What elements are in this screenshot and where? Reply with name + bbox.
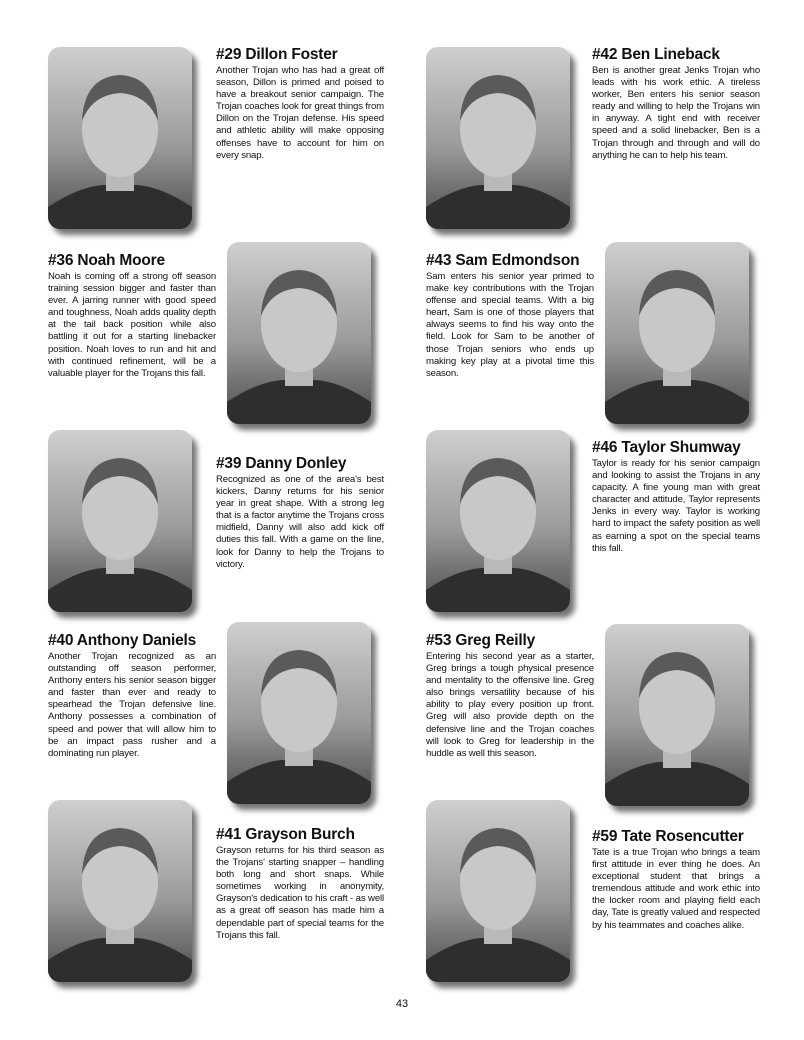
- portrait-silhouette: [227, 622, 371, 804]
- portrait-silhouette: [227, 242, 371, 424]
- player-bio-danny-donley: [216, 455, 384, 571]
- portrait-silhouette: [48, 47, 192, 229]
- portrait-silhouette: [426, 800, 570, 982]
- player-photo-noah-moore: [227, 242, 371, 424]
- player-photo-tate-rosencutter: [426, 800, 570, 982]
- player-photo-dillon-foster: [48, 47, 192, 229]
- page-number: 43: [395, 998, 409, 1010]
- player-bio-anthony-daniels: [48, 632, 216, 760]
- player-photo-anthony-daniels: [227, 622, 371, 804]
- player-heading: #40 Anthony Daniels: [48, 632, 197, 649]
- portrait-silhouette: [426, 430, 570, 612]
- player-text: Grayson returns for his third season as the Trojans' starting snapper – handling both long and short snaps. While sometimes working in anonymity, Grayson's dedication to his craft - as well as a great off season has made him a dependable part of special teams for the Trojans this fall.: [216, 845, 384, 941]
- player-heading: #36 Noah Moore: [48, 252, 165, 269]
- player-text: Tate is a true Trojan who brings a team first attitude in ever thing he does. An exceptional student that brings a tremendous attitude and work ethic into the locker room and playing field each day, Tate is greatly valued and respected by his teammates and coaches alike.: [592, 847, 760, 931]
- player-text: Recognized as one of the area's best kickers, Danny returns for his senior year in great shape. With a strong leg that is a factor anytime the Trojans cross midfield, Danny will also add kick off duties this fall. With a game on the line, look for Danny to help the Trojans to victory.: [216, 474, 384, 570]
- portrait-silhouette: [48, 430, 192, 612]
- player-photo-ben-lineback: [426, 47, 570, 229]
- portrait-silhouette: [605, 242, 749, 424]
- player-heading: #41 Grayson Burch: [216, 826, 355, 843]
- player-text: Ben is another great Jenks Trojan who leads with his work ethic. A tireless worker, Ben enters his senior season ready and willing to help the Trojans win in anyway. A tight end with receiver speed and a solid linebacker, Ben is a Trojan through and through and will do anything he can to help his team.: [592, 65, 760, 161]
- portrait-silhouette: [426, 47, 570, 229]
- player-photo-taylor-shumway: [426, 430, 570, 612]
- player-text: Another Trojan who has had a great off season, Dillon is primed and poised to have a breakout senior campaign. The Trojan coaches look for great things from Dillon on the Trojan defense. His speed and athletic ability will make opposing offenses have to account for him on every snap.: [216, 65, 384, 161]
- player-text: Noah is coming off a strong off season training session bigger and faster than ever. A jarring runner with good speed and toughness, Noah adds quality depth at the tail back position while also battling it out for a starting linebacker position. Noah loves to run and hit and with continued refinement, will be a valuable player for the Trojans this fall.: [48, 271, 216, 379]
- player-bio-sam-edmondson: [426, 252, 594, 380]
- player-text: Entering his second year as a starter, Greg brings a tough physical presence and mentality to the offensive line. Greg also brings versatility because of his ability to play every position up front. Greg will also provide depth on the defensive line and the Trojan coaches will look to Greg for leadership in the huddle as well this season.: [426, 651, 594, 759]
- player-heading: #29 Dillon Foster: [216, 46, 338, 63]
- player-text: Another Trojan recognized as an outstanding off season performer, Anthony enters his senior season bigger and faster than ever and ready to spearhead the Trojan defensive line. Anthony possesses a combination of speed and power that will allow him to be an impact pass rusher and a dominating run player.: [48, 651, 216, 759]
- player-photo-grayson-burch: [48, 800, 192, 982]
- player-heading: #59 Tate Rosencutter: [592, 828, 744, 845]
- player-bio-noah-moore: [48, 252, 216, 380]
- player-bio-greg-reilly: [426, 632, 594, 760]
- player-bio-dillon-foster: [216, 46, 384, 162]
- player-heading: #39 Danny Donley: [216, 455, 347, 472]
- player-photo-sam-edmondson: [605, 242, 749, 424]
- player-heading: #46 Taylor Shumway: [592, 439, 741, 456]
- player-heading: #53 Greg Reilly: [426, 632, 536, 649]
- player-photo-greg-reilly: [605, 624, 749, 806]
- player-bio-ben-lineback: [592, 46, 760, 162]
- player-heading: #43 Sam Edmondson: [426, 252, 580, 269]
- portrait-silhouette: [48, 800, 192, 982]
- player-bio-taylor-shumway: [592, 439, 760, 555]
- player-bio-tate-rosencutter: [592, 828, 760, 932]
- player-heading: #42 Ben Lineback: [592, 46, 720, 63]
- portrait-silhouette: [605, 624, 749, 806]
- player-text: Taylor is ready for his senior campaign and looking to assist the Trojans in any capacity. A fine young man with great character and attitude, Taylor represents Jenks in every way. Taylor is working hard to impact the safety position as well as earning a spot on the special teams this fall.: [592, 458, 760, 554]
- player-text: Sam enters his senior year primed to make key contributions with the Trojan offense and special teams. With a big heart, Sam is one of those players that always seems to find his way onto the field. Look for Sam to be another of those Trojan seniors who ends up making key play at a pivotal time this season.: [426, 271, 594, 379]
- player-bio-grayson-burch: [216, 826, 384, 942]
- player-photo-danny-donley: [48, 430, 192, 612]
